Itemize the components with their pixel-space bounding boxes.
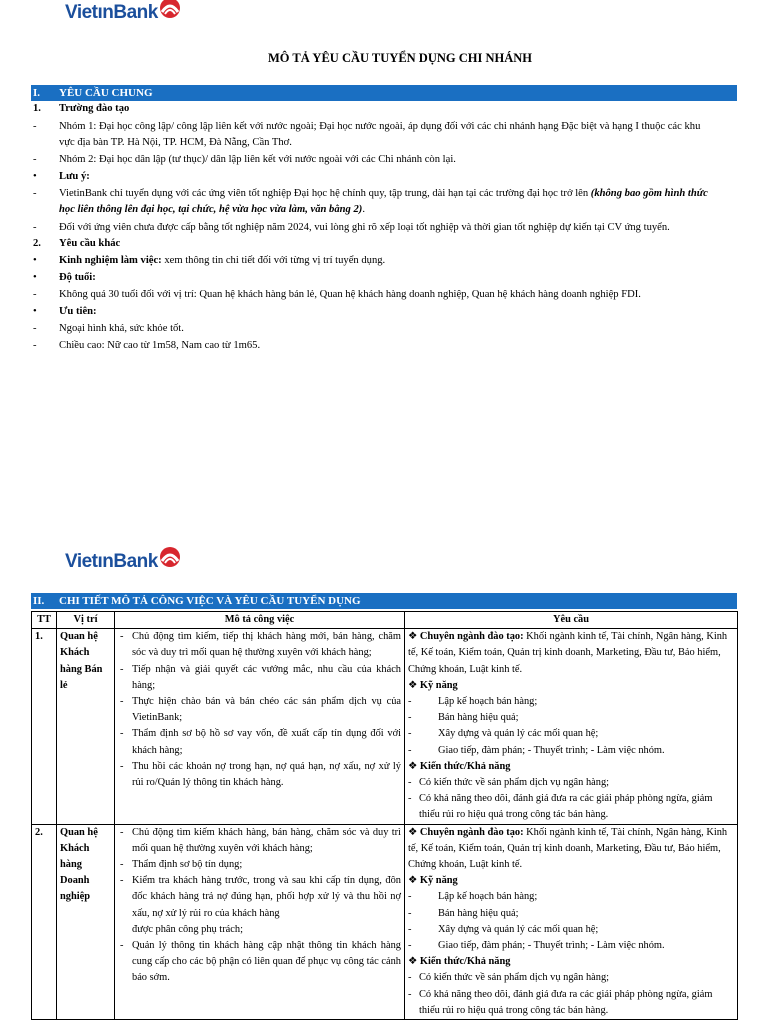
- group-1-line-cont: vực địa bàn TP. Hà Nội, TP. HCM, Đà Nẵng, Cần Thơ.: [59, 137, 292, 148]
- task-item: [118, 629, 401, 661]
- task-text: Thu hồi các khoản nợ trong hạn, nợ quá hạn, nợ xấu, nợ xử lý rủi ro/Quản lý thông tin khách hàng.: [132, 760, 401, 789]
- skill-item: [408, 906, 734, 922]
- skill-text: Lập kế hoạch bán hàng;: [438, 696, 538, 708]
- task-item: [118, 825, 401, 857]
- skill-text: Bán hàng hiệu quả;: [438, 712, 519, 724]
- header-description: Mô tả công việc: [115, 612, 405, 629]
- knowledge-dash: -: [408, 972, 412, 984]
- skill-dash: -: [408, 744, 412, 756]
- skill-dash: -: [408, 712, 412, 724]
- task-dash: -: [120, 760, 124, 772]
- knowledge-item: [408, 987, 734, 1019]
- skill-dash: -: [408, 907, 412, 919]
- skill-dash: -: [408, 923, 412, 935]
- group-2-line: - Nhóm 2: Đại học dân lập (tư thục)/ dân lập liên kết với nước ngoài với các Chi nhánh còn lại.: [33, 154, 456, 165]
- req-major-label: Chuyên ngành đào tạo:: [419, 631, 524, 643]
- row-position: Quan hệ Khách hàng Doanh nghiệp: [57, 824, 115, 1019]
- req-skills-label: Kỹ năng: [419, 679, 458, 691]
- knowledge-text: Có khả năng theo dõi, đánh giá đưa ra các giải pháp phòng ngừa, giảm thiểu rủi ro hiệu quả trong công tác bán hàng.: [419, 793, 713, 821]
- note-1-line-cont: học liên thông lên đại học, tại chức, hệ vừa học vừa làm, văn bằng 2).: [59, 204, 365, 215]
- skill-item: [408, 889, 734, 905]
- diamond-icon: ❖: [408, 760, 420, 772]
- logo-wordmark: VietınBank: [65, 551, 158, 572]
- knowledge-text: Có kiến thức về sản phẩm dịch vụ ngân hàng;: [419, 777, 610, 789]
- job-table: [31, 611, 738, 1020]
- subsection-2-title: 2. Yêu cầu khác: [33, 238, 121, 249]
- task-text: Kiểm tra khách hàng trước, trong và sau khi cấp tín dụng, đôn đốc khách hàng trả nợ đúng hạn, phối hợp xử lý và thu hồi nợ xấu, nợ xử lý rủi ro của khách hàng được phân công phụ trách;: [132, 875, 401, 935]
- note-2-line: - Đối với ứng viên chưa được cấp bằng tốt nghiệp năm 2024, vui lòng ghi rõ xếp loại tốt nghiệp và thời gian tốt nghiệp dự kiến tại CV ứng tuyển.: [33, 222, 670, 233]
- priority-label: • Ưu tiên:: [33, 306, 97, 317]
- task-item: [118, 857, 401, 873]
- skill-item: [408, 938, 734, 954]
- task-item: [118, 662, 401, 694]
- row-requirements: [405, 629, 738, 824]
- req-major-label: Chuyên ngành đào tạo:: [419, 826, 524, 838]
- skill-text: Giao tiếp, đàm phán; - Thuyết trình; - Làm việc nhóm.: [438, 744, 665, 756]
- section-2-header: II. CHI TIẾT MÔ TẢ CÔNG VIỆC VÀ YÊU CẦU TUYỂN DỤNG: [31, 593, 737, 609]
- skill-item: [408, 710, 734, 726]
- req-skills-label: Kỹ năng: [419, 875, 458, 887]
- task-item: [118, 694, 401, 726]
- skill-text: Giao tiếp, đàm phán; - Thuyết trình; - Làm việc nhóm.: [438, 940, 665, 952]
- task-text: Thẩm định sơ bộ hồ sơ vay vốn, đề xuất cấp tín dụng đối với khách hàng;: [132, 728, 401, 756]
- age-line: - Không quá 30 tuổi đối với vị trí: Quan hệ khách hàng bán lẻ, Quan hệ khách hàng doanh nghiệp, Quan hệ khách hàng doanh nghiệp FDI.: [33, 289, 641, 300]
- task-text: Quản lý thông tin khách hàng cập nhật thông tin khách hàng cung cấp cho các bộ phận có liên quan để phục vụ công tác cảnh báo sớm.: [132, 940, 401, 984]
- req-knowledge-heading: [408, 954, 734, 970]
- task-item: [118, 873, 401, 938]
- age-label: • Độ tuổi:: [33, 272, 96, 283]
- skill-text: Bán hàng hiệu quả;: [438, 907, 519, 919]
- table-row: [32, 629, 738, 824]
- task-text: Tiếp nhận và giải quyết các vướng mắc, nhu cầu của khách hàng;: [132, 663, 401, 691]
- table-header-row: [32, 612, 738, 629]
- skill-text: Xây dựng và quản lý các mối quan hệ;: [438, 923, 599, 935]
- task-item: [118, 726, 401, 758]
- row-tasks: [115, 824, 405, 1019]
- priority-2-line: - Chiều cao: Nữ cao từ 1m58, Nam cao từ 1m65.: [33, 340, 261, 351]
- skill-item: [408, 743, 734, 759]
- knowledge-dash: -: [408, 793, 412, 805]
- skill-item: [408, 694, 734, 710]
- note-label: • Lưu ý:: [33, 171, 90, 182]
- req-skills-heading: [408, 873, 734, 889]
- row-number: 2.: [32, 824, 57, 1019]
- knowledge-item: [408, 791, 734, 823]
- task-text: Chủ động tìm kiếm, tiếp thị khách hàng mới, bán hàng, chăm sóc và duy trì mối quan hệ thường xuyên với khách hàng;: [132, 631, 401, 659]
- header-position: Vị trí: [57, 612, 115, 629]
- diamond-icon: ❖: [408, 875, 420, 887]
- logo-wordmark: VietınBank: [65, 2, 158, 23]
- logo-emblem-icon: [159, 0, 181, 19]
- skill-dash: -: [408, 728, 412, 740]
- req-knowledge-label: Kiến thức/Khả năng: [419, 760, 511, 772]
- req-skills-heading: [408, 678, 734, 694]
- req-knowledge-heading: [408, 759, 734, 775]
- row-requirements: [405, 824, 738, 1019]
- header-tt: TT: [32, 612, 57, 629]
- task-dash: -: [120, 663, 124, 675]
- task-text: Thực hiện chào bán và bán chéo các sản phẩm dịch vụ của VietinBank;: [132, 696, 401, 724]
- header-requirements: Yêu cầu: [405, 612, 738, 629]
- task-dash: -: [120, 826, 124, 838]
- task-text: Thẩm định sơ bộ tín dụng;: [132, 859, 243, 871]
- page-title: MÔ TẢ YÊU CẦU TUYỂN DỤNG CHI NHÁNH: [267, 51, 533, 65]
- vietinbank-logo-2: [65, 553, 181, 570]
- knowledge-dash: -: [408, 988, 412, 1000]
- knowledge-item: [408, 775, 734, 791]
- vietinbank-logo: [65, 4, 181, 21]
- knowledge-dash: -: [408, 777, 412, 789]
- task-dash: -: [120, 728, 124, 740]
- task-item: [118, 759, 401, 791]
- row-tasks: [115, 629, 405, 824]
- req-major: [408, 629, 734, 678]
- logo-emblem-icon: [159, 546, 181, 568]
- knowledge-item: [408, 970, 734, 986]
- section-1-header: I. YÊU CẦU CHUNG: [31, 85, 737, 101]
- subsection-1-title: 1. Trường đào tạo: [33, 103, 130, 114]
- skill-item: [408, 922, 734, 938]
- task-dash: -: [120, 875, 124, 887]
- skill-item: [408, 726, 734, 742]
- knowledge-text: Có khả năng theo dõi, đánh giá đưa ra các giải pháp phòng ngừa, giảm thiểu rủi ro hiệu quả trong công tác bán hàng.: [419, 988, 713, 1016]
- task-text: Chủ động tìm kiếm khách hàng, bán hàng, chăm sóc và duy trì mối quan hệ thường xuyên với khách hàng;: [132, 826, 401, 854]
- task-dash: -: [120, 631, 124, 643]
- table-row: [32, 824, 738, 1019]
- skill-dash: -: [408, 696, 412, 708]
- note-1-line: - VietinBank chỉ tuyển dụng với các ứng viên tốt nghiệp Đại học hệ chính quy, tập trung, dài hạn tại các trường đại học trở lên (không bao gồm hình thức: [33, 188, 708, 199]
- skill-text: Xây dựng và quản lý các mối quan hệ;: [438, 728, 599, 740]
- task-dash: -: [120, 940, 124, 952]
- skill-dash: -: [408, 940, 412, 952]
- row-number: 1.: [32, 629, 57, 824]
- diamond-icon: ❖: [408, 631, 420, 643]
- diamond-icon: ❖: [408, 826, 420, 838]
- task-dash: -: [120, 696, 124, 708]
- skill-text: Lập kế hoạch bán hàng;: [438, 891, 538, 903]
- req-knowledge-label: Kiến thức/Khả năng: [419, 956, 511, 968]
- req-major-text: Khối ngành kinh tế, Tài chính, Ngân hàng, Kinh tế, Kế toán, Kiểm toán, Quản trị kinh doanh, Marketing, Đầu tư, Bảo hiểm, Chứng khoán, Luật kinh tế.: [408, 631, 728, 675]
- priority-1-line: - Ngoại hình khá, sức khỏe tốt.: [33, 323, 184, 334]
- req-major-text: Khối ngành kinh tế, Tài chính, Ngân hàng, Kinh tế, Kế toán, Kiểm toán, Quản trị kinh doanh, Marketing, Đầu tư, Bảo hiểm, Chứng khoán, Luật kinh tế.: [408, 826, 728, 871]
- row-position: Quan hệ Khách hàng Bán lẻ: [57, 629, 115, 824]
- skill-dash: -: [408, 891, 412, 903]
- group-1-line: - Nhóm 1: Đại học công lập/ công lập liên kết với nước ngoài; Đại học nước ngoài, áp dụng đối với các chi nhánh hạng Đặc biệt và hạng I thuộc các khu: [33, 121, 701, 132]
- knowledge-text: Có kiến thức về sản phẩm dịch vụ ngân hàng;: [419, 972, 610, 984]
- experience-line: • Kinh nghiệm làm việc: xem thông tin chi tiết đối với từng vị trí tuyển dụng.: [33, 255, 386, 266]
- diamond-icon: ❖: [408, 956, 420, 968]
- req-major: [408, 825, 734, 874]
- diamond-icon: ❖: [408, 679, 420, 691]
- task-dash: -: [120, 859, 124, 871]
- task-item: [118, 938, 401, 987]
